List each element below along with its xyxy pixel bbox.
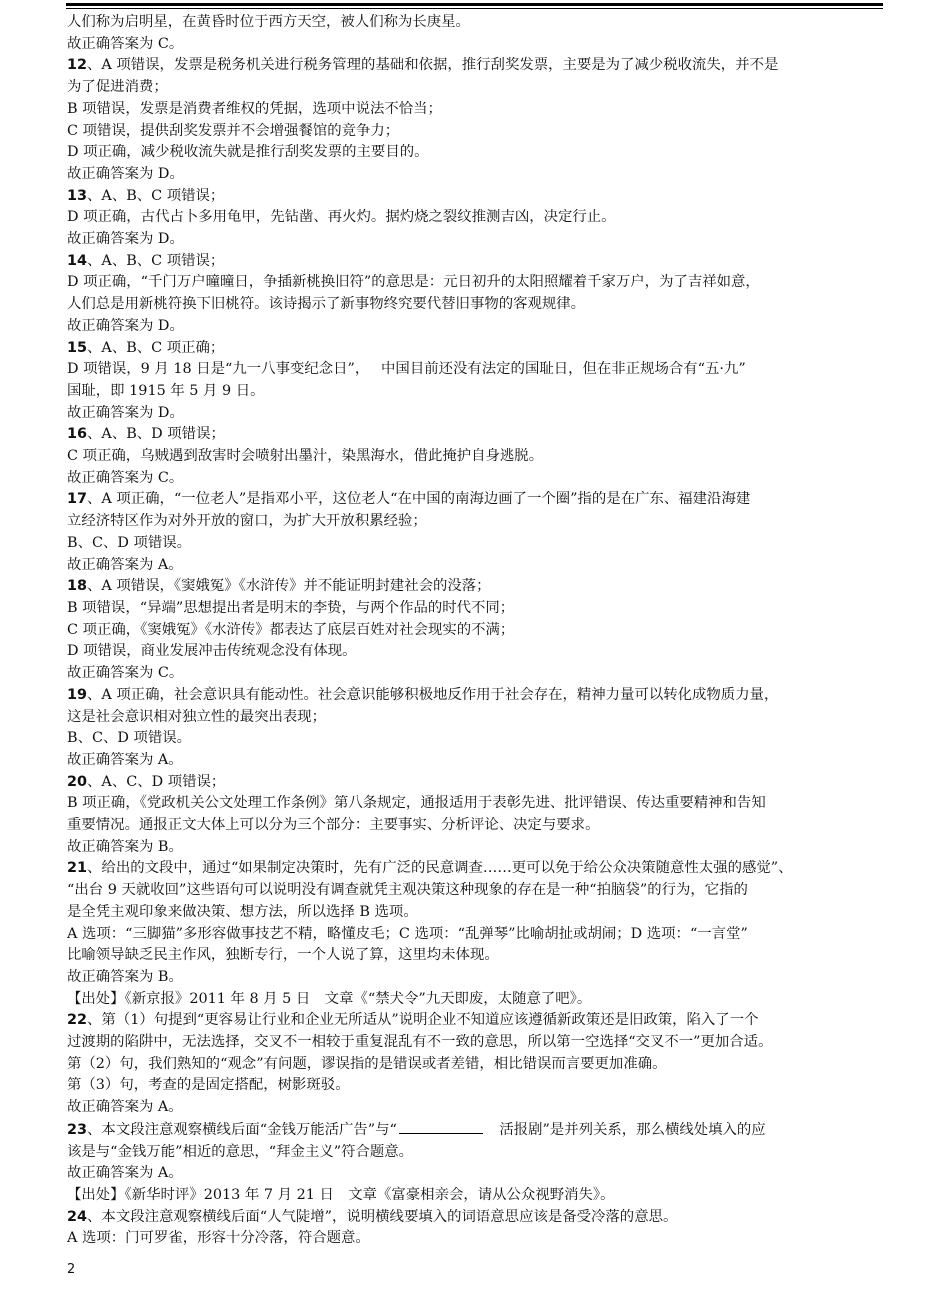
line-text: B 项错误，“异端”思想提出者是明末的李贽，与两个作品的时代不同； [67, 599, 515, 616]
document-body [67, 12, 885, 1250]
line-text: 故正确答案为 C。 [67, 469, 184, 486]
question-number: 21 [67, 860, 88, 877]
line-text: 故正确答案为 A。 [67, 556, 183, 573]
line-text: D 项正确，“千门万户曈曈日，争插新桃换旧符”的意思是：元日初升的太阳照耀着千家万户，为了吉祥如意， [67, 274, 760, 291]
line-text: 、本文段注意观察横线后面“人气陡增”，说明横线要填入的词语意思应该是备受冷落的意思。 [87, 1208, 678, 1225]
line-text: 立经济特区作为对外开放的窗口，为扩大开放积累经验； [67, 513, 427, 530]
question-number: 17 [67, 491, 88, 508]
line-text: 故正确答案为 A。 [67, 1165, 183, 1182]
text-line [67, 511, 885, 533]
line-text: D 项正确，古代占卜多用龟甲，先钻凿、再火灼。据灼烧之裂纹推测吉凶，决定行止。 [67, 209, 616, 226]
text-line [67, 707, 885, 729]
text-line [67, 1185, 885, 1207]
text-line [67, 989, 885, 1011]
text-line [67, 1119, 885, 1142]
line-text: B 项正确，《党政机关公文处理工作条例》第八条规定，通报适用于表彰先进、批评错误、传达重要精神和告知 [67, 795, 766, 812]
text-line [67, 1032, 885, 1054]
line-text: D 项正确，减少税收流失就是推行刮奖发票的主要目的。 [67, 144, 429, 161]
line-text: A 选项：“三脚猫”多形容做事技艺不精，略懂皮毛；C 选项：“乱弹琴”比喻胡扯或胡闹；D 选项：“一言堂” [67, 925, 748, 942]
text-line [67, 728, 885, 750]
fill-in-blank [399, 1119, 483, 1134]
line-text: 、A 项错误，发票是税务机关进行税务管理的基础和依据，推行刮奖发票，主要是为了减少税收流失，并不是 [87, 57, 779, 74]
line-text: 【出处】《新华时评》2013 年 7 月 21 日 文章《富豪相亲会，请从公众视野消失》。 [67, 1186, 615, 1203]
line-text: 故正确答案为 C。 [67, 35, 184, 52]
line-text: 是全凭主观印象来做决策、想方法，所以选择 B 选项。 [67, 903, 418, 920]
text-line [67, 121, 885, 143]
text-line [67, 924, 885, 946]
line-text: 比喻领导缺乏民主作风，独断专行，一个人说了算，这里均未体现。 [67, 947, 499, 964]
line-text: 、A、B、C 项正确； [87, 339, 225, 356]
text-line [67, 77, 885, 99]
line-text-after-blank: 活报剧”是并列关系，那么横线处填入的应 [484, 1121, 766, 1138]
line-text: 故正确答案为 D。 [67, 165, 184, 182]
line-text: 故正确答案为 D。 [67, 317, 184, 334]
text-line [67, 34, 885, 56]
line-text: 、A、B、D 项错误； [87, 426, 225, 443]
line-text: 第（3）句，考查的是固定搭配，树影斑驳。 [67, 1077, 350, 1094]
text-line [67, 902, 885, 924]
text-line [67, 294, 885, 316]
text-line [67, 446, 885, 468]
text-line [67, 272, 885, 294]
line-text: 故正确答案为 A。 [67, 751, 183, 768]
question-number: 19 [67, 686, 88, 703]
text-line [67, 1054, 885, 1076]
text-line [67, 533, 885, 555]
text-line [67, 576, 885, 598]
text-line [67, 750, 885, 772]
line-text: 人们总是用新桃符换下旧桃符。该诗揭示了新事物终究要代替旧事物的客观规律。 [67, 296, 586, 313]
line-text: 、A 项错误，《窦娥冤》《水浒传》并不能证明封建社会的没落； [87, 578, 491, 595]
header-rule-thick [66, 3, 883, 6]
question-number: 23 [67, 1121, 88, 1138]
line-text: 为了促进消费； [67, 79, 168, 96]
line-text: 、A 项正确，“一位老人”是指邓小平，这位老人“在中国的南海边画了一个圈”指的是在广东、福建沿海建 [87, 491, 751, 508]
text-line [67, 207, 885, 229]
line-text: 、给出的文段中，通过“如果制定决策时，先有广泛的民意调查……更可以免于给公众决策随意性太强的感觉”、 [87, 860, 793, 877]
text-line [67, 99, 885, 121]
line-text: 、A、B、C 项错误； [87, 252, 225, 269]
text-line [67, 772, 885, 794]
line-text: 人们称为启明星，在黄昏时位于西方天空，被人们称为长庚星。 [67, 14, 470, 30]
header-rule-thin [66, 8, 883, 9]
text-line [67, 555, 885, 577]
text-line [67, 338, 885, 360]
line-text: “出台 9 天就收回”这些语句可以说明没有调查就凭主观决策这种现象的存在是一种“拍脑袋”的行为，它指的 [67, 882, 748, 899]
line-text: 故正确答案为 C。 [67, 665, 184, 682]
text-line [67, 620, 885, 642]
page-number: 2 [67, 1262, 76, 1277]
question-number: 20 [67, 773, 88, 790]
line-text: D 项错误，商业发展冲击传统观念没有体现。 [67, 643, 357, 660]
line-text: 故正确答案为 B。 [67, 838, 183, 855]
line-text: 、A 项正确，社会意识具有能动性。社会意识能够积极地反作用于社会存在，精神力量可以转化成物质力量， [87, 686, 779, 703]
text-line [67, 815, 885, 837]
text-line [67, 489, 885, 511]
text-line [67, 641, 885, 663]
question-number: 15 [67, 339, 88, 356]
line-text: 第（2）句，我们熟知的“观念”有问题，谬误指的是错误或者差错，相比错误而言要更加准确。 [67, 1055, 667, 1072]
text-line [67, 1142, 885, 1164]
text-line [67, 858, 885, 880]
question-number: 22 [67, 1012, 88, 1029]
text-line [67, 12, 885, 34]
line-text: 故正确答案为 B。 [67, 968, 183, 985]
text-line [67, 1207, 885, 1229]
text-line [67, 837, 885, 859]
line-text: 这是社会意识相对独立性的最突出表现； [67, 708, 327, 725]
question-number: 24 [67, 1208, 88, 1225]
line-text: B 项错误，发票是消费者维权的凭据，选项中说法不恰当； [67, 100, 442, 117]
text-line [67, 1228, 885, 1250]
question-number: 16 [67, 426, 88, 443]
text-line [67, 251, 885, 273]
text-line [67, 945, 885, 967]
line-text: D 项错误，9 月 18 日是“九一八事变纪念日”， 中国目前还没有法定的国耻日，但在非正规场合有“五·九” [67, 361, 746, 378]
text-line [67, 403, 885, 425]
text-line [67, 424, 885, 446]
line-text: B、C、D 项错误。 [67, 730, 192, 747]
text-line [67, 967, 885, 989]
question-number: 13 [67, 187, 88, 204]
question-number: 14 [67, 252, 88, 269]
line-text: 过渡期的陷阱中，无法选择，交叉不一相较于重复混乱有不一致的意思，所以第一空选择“交叉不一”更加合适。 [67, 1034, 773, 1051]
text-line [67, 1010, 885, 1032]
line-text: 故正确答案为 A。 [67, 1099, 183, 1116]
line-text: C 项正确，《窦娥冤》《水浒传》都表达了底层百姓对社会现实的不满； [67, 621, 515, 638]
line-text: 故正确答案为 D。 [67, 404, 184, 421]
text-line [67, 164, 885, 186]
line-text: 该是与“金钱万能”相近的意思，“拜金主义”符合题意。 [67, 1143, 414, 1160]
text-line [67, 685, 885, 707]
line-text: C 项正确，乌贼遇到敌害时会喷射出墨汁，染黑海水，借此掩护自身逃脱。 [67, 448, 544, 465]
text-line [67, 381, 885, 403]
text-line [67, 1163, 885, 1185]
text-line [67, 142, 885, 164]
text-line [67, 229, 885, 251]
line-text: B、C、D 项错误。 [67, 534, 192, 551]
line-text: A 选项：门可罗雀，形容十分冷落，符合题意。 [67, 1230, 370, 1247]
line-text: 、A、B、C 项错误； [87, 187, 225, 204]
text-line [67, 55, 885, 77]
line-text: C 项错误，提供刮奖发票并不会增强餐馆的竞争力； [67, 122, 400, 139]
text-line [67, 186, 885, 208]
line-text: 【出处】《新京报》2011 年 8 月 5 日 文章《“禁犬令”九天即废，太随意了吧》。 [67, 990, 592, 1007]
text-line [67, 598, 885, 620]
text-line [67, 1097, 885, 1119]
text-line [67, 793, 885, 815]
text-line [67, 468, 885, 490]
text-line [67, 880, 885, 902]
line-text: 、A、C、D 项错误； [87, 773, 226, 790]
question-number: 18 [67, 578, 88, 595]
text-line [67, 663, 885, 685]
text-line [67, 316, 885, 338]
line-text: 国耻，即 1915 年 5 月 9 日。 [67, 382, 265, 399]
line-text: 、第（1）句提到“更容易让行业和企业无所适从”说明企业不知道应该遵循新政策还是旧政策，陷入了一个 [87, 1012, 759, 1029]
line-text: 重要情况。通报正文大体上可以分为三个部分：主要事实、分析评论、决定与要求。 [67, 817, 600, 834]
text-line [67, 1075, 885, 1097]
text-line [67, 359, 885, 381]
question-number: 12 [67, 57, 88, 74]
line-text: 、本文段注意观察横线后面“金钱万能活广告”与“ [87, 1121, 397, 1138]
line-text: 故正确答案为 D。 [67, 231, 184, 248]
